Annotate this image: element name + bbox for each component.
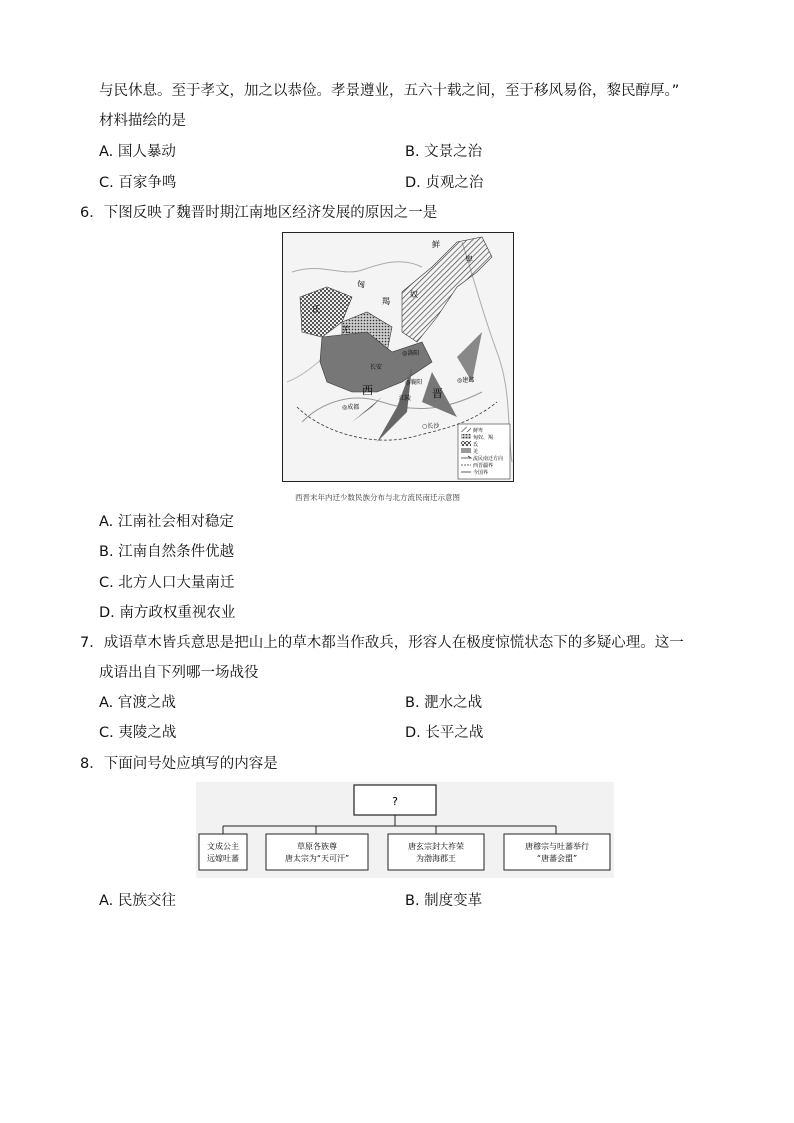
diagram-box-4-line-2: “唐蕃会盟” xyxy=(536,854,578,863)
q8-option-b: B. 制度变革 xyxy=(405,893,483,909)
q7-option-c: C. 夷陵之战 xyxy=(99,725,177,741)
diagram-box-1-line-1: 文成公主 xyxy=(207,842,239,851)
q5-option-b: B. 文景之治 xyxy=(405,144,483,160)
q5-option-d: D. 贞观之治 xyxy=(405,175,484,191)
diagram-top-label: ? xyxy=(392,795,398,808)
diagram-box xyxy=(199,834,247,870)
map-label-di: 氐 xyxy=(312,305,320,314)
map-label-luoyang: ◎洛阳 xyxy=(402,350,420,357)
map-label-xiongnu-2: 奴 xyxy=(410,290,418,299)
legend-item: 氐 xyxy=(473,442,479,448)
diagram-box xyxy=(504,834,610,870)
diagram-box-2-line-2: 唐太宗为“天可汗” xyxy=(284,854,350,863)
map-label-jianye: ◎建邺 xyxy=(457,377,475,384)
q6-map-figure xyxy=(282,232,514,482)
legend-item: 今国界 xyxy=(473,470,489,476)
legend-item: 羌 xyxy=(473,449,479,455)
map-label-jin: 晋 xyxy=(432,387,443,400)
map-label-changsha: ○长沙 xyxy=(422,423,440,430)
diagram-box-4-line-1: 唐穆宗与吐蕃举行 xyxy=(525,842,589,851)
map-label-xianbei: 鲜 xyxy=(432,240,440,249)
map-label-qiang: 羌 xyxy=(342,325,350,334)
map-label-chengdu: ◎成都 xyxy=(342,404,360,411)
q6-map-caption: 西晋末年内迁少数民族分布与北方流民南迁示意图 xyxy=(295,493,460,502)
q7-option-a: A. 官渡之战 xyxy=(99,695,176,711)
q5-text-line: 与民休息。至于孝文，加之以恭俭。孝景遵业，五六十载之间，至于移风易俗，黎民醇厚。” xyxy=(99,83,680,99)
q6-option-d: D. 南方政权重视农业 xyxy=(99,605,236,621)
q6-map xyxy=(282,232,514,482)
diagram-box-3-line-2: 为渤海郡王 xyxy=(416,854,456,863)
q5-option-a: A. 国人暴动 xyxy=(99,144,176,160)
q5-option-c: C. 百家争鸣 xyxy=(99,175,177,191)
diagram-box-1-line-2: 远嫁吐蕃 xyxy=(207,854,239,863)
q6-option-a: A. 江南社会相对稳定 xyxy=(99,514,234,530)
diagram-box-2-line-1: 草原各族尊 xyxy=(297,842,337,851)
q6-stem: 6．下图反映了魏晋时期江南地区经济发展的原因之一是 xyxy=(80,205,438,221)
q6-option-b: B. 江南自然条件优越 xyxy=(99,544,235,560)
q8-diagram xyxy=(196,782,614,878)
legend-item: 鲜卑 xyxy=(473,428,484,434)
q7-option-d: D. 长平之战 xyxy=(405,725,484,741)
q5-prompt: 材料描绘的是 xyxy=(99,113,186,129)
q7-stem-line-2: 成语出自下列哪一场战役 xyxy=(99,665,259,681)
map-label-jie: 羯 xyxy=(382,297,390,306)
diagram-box xyxy=(266,834,368,870)
map-label-jiangling: 江陵 xyxy=(399,395,412,402)
q6-option-c: C. 北方人口大量南迁 xyxy=(99,575,235,591)
map-label-bei: 卑 xyxy=(465,255,473,264)
map-label-xi: 西 xyxy=(362,384,373,397)
diagram-box xyxy=(388,834,484,870)
legend-item: 匈奴、羯 xyxy=(473,435,494,441)
q8-stem: 8．下面问号处应填写的内容是 xyxy=(80,756,278,772)
map-label-changan: 长安 xyxy=(370,364,383,371)
q7-stem-line-1: 7．成语草木皆兵意思是把山上的草木都当作敌兵，形容人在极度惊慌状态下的多疑心理。这一 xyxy=(80,635,684,651)
legend-item: 西晋疆界 xyxy=(473,463,494,469)
map-legend xyxy=(458,424,510,479)
q8-option-a: A. 民族交往 xyxy=(99,893,176,909)
map-label-xiangyang: ◎襄阳 xyxy=(405,379,423,386)
legend-item: 流民南迁方向 xyxy=(473,456,504,462)
q7-option-b: B. 淝水之战 xyxy=(405,695,483,711)
map-label-xiongnu-1: 匈 xyxy=(357,280,365,289)
diagram-box-3-line-1: 唐玄宗封大祚荣 xyxy=(408,842,464,851)
